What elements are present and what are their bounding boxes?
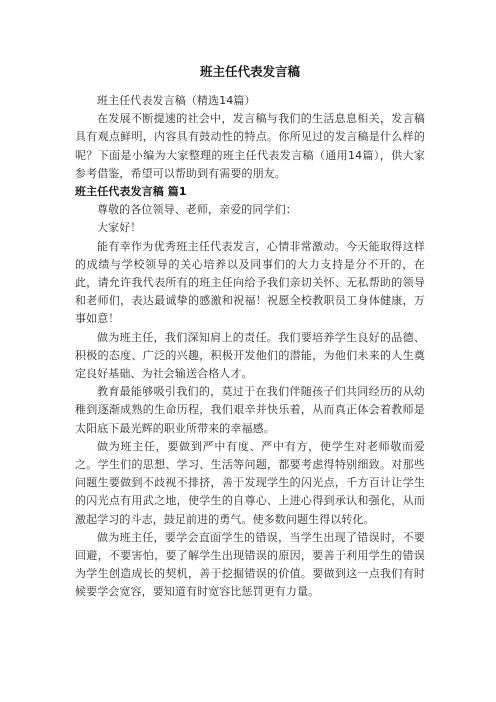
salutation-paragraph: 尊敬的各位领导、老师，亲爱的同学们： — [97, 203, 297, 217]
body-paragraph: 能有幸作为优秀班主任代表发言，心情非常激动。今天能取得这样的成绩与学校领导的关心培养以及同事们的大力支持是分不开的，在此，请允许我代表所有的班主任向给予我们亲切关怀、无私帮助的领导和老师们，表达最诚挚的感激和祝福！祝愿全校教职员工身体健康，万事如意！ — [75, 239, 425, 326]
body-paragraph: 做为班主任，我们深知肩上的责任。我们要培养学生良好的品德、积极的态度、广泛的兴趣，积极开发他们的潜能，为他们未来的人生奠定良好基础、为社会输送合格人才。 — [75, 330, 425, 381]
body-paragraph: 做为班主任，要做到严中有度、严中有方，使学生对老师敬而爱之。学生们的思想、学习、生活等问题，都要考虑得特别细致。对那些问题生要做到不歧视不排挤，善于发现学生的闪光点，千方百计让学生的闪光点有用武之地，使学生的自尊心、上进心得到承认和强化，从而激起学习的斗志，鼓足前进的勇气。使多数问题生得以转化。 — [75, 439, 425, 526]
document-page — [75, 64, 425, 602]
intro-paragraph: 在发展不断提速的社会中，发言稿与我们的生活息息相关，发言稿具有观点鲜明，内容具有鼓动性的特点。你所见过的发言稿是什么样的呢？下面是小编为大家整理的班主任代表发言稿（通用14篇），供大家参考借鉴，希望可以帮助到有需要的朋友。 — [75, 112, 425, 180]
document-title: 班主任代表发言稿 — [199, 64, 300, 79]
section-heading: 班主任代表发言稿 篇1 — [75, 185, 187, 199]
subtitle-paragraph: 班主任代表发言稿（精选14篇） — [97, 94, 256, 107]
greeting-paragraph: 大家好！ — [97, 221, 142, 235]
body-paragraph: 做为班主任，要学会直面学生的错误，当学生出现了错误时，不要回避，不要害怕，要了解学生出现错误的原因，要善于利用学生的错误为学生创造成长的契机，善于挖掘错误的价值。要做到这一点我们有时候要学会宽容，要知道有时宽容比惩罚更有力量。 — [75, 530, 425, 599]
body-paragraph: 教育最能够吸引我们的，莫过于在我们伴随孩子们共同经历的从幼稚到逐渐成熟的生命历程，我们艰辛并快乐着，从而真正体会着教师是太阳底下最光辉的职业所带来的幸福感。 — [75, 385, 425, 435]
